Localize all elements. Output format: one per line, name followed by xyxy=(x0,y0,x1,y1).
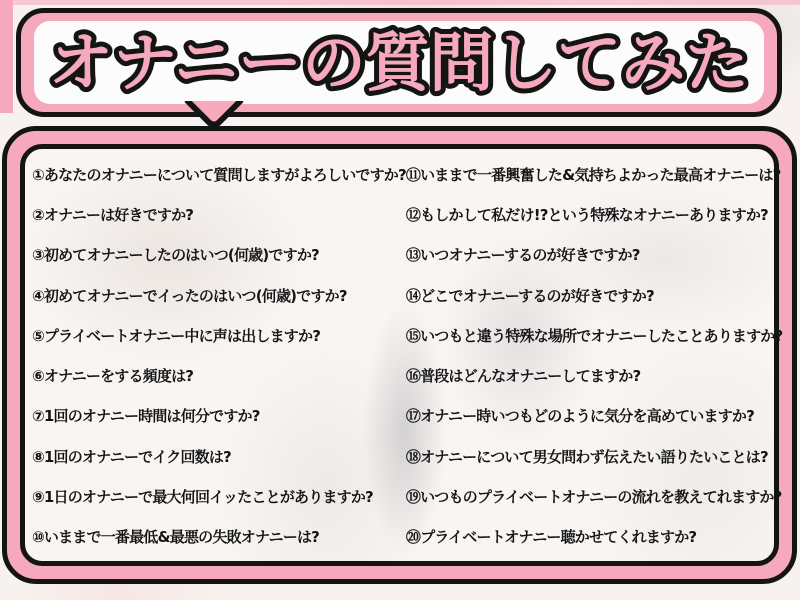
question-item: ⑬いつオナニーするのが好きですか? xyxy=(405,246,640,265)
question-item: ⑰オナニー時いつもどのように気分を高めていますか? xyxy=(405,407,755,426)
question-panel-inner xyxy=(20,144,783,566)
background-art-topline xyxy=(0,0,800,5)
background-art-strip xyxy=(0,0,13,113)
question-item: ④初めてオナニーでイったのはいつ(何歳)ですか? xyxy=(32,286,347,305)
question-item: ①あなたのオナニーについて質問しますがよろしいですか? xyxy=(32,166,406,184)
question-item: ⑨1日のオナニーで最大何回イッたことがありますか? xyxy=(32,487,373,506)
question-item: ⑮いつもと違う特殊な場所でオナニーしたことありますか? xyxy=(405,326,783,345)
question-item: ⑯普段はどんなオナニーしてますか? xyxy=(405,367,641,386)
question-item: ⑫もしかして私だけ!?という特殊なオナニーありますか? xyxy=(405,206,768,225)
question-item: ⑪いままで一番興奮した&気持ちよかった最高オナニーは? xyxy=(405,166,781,184)
question-column-left xyxy=(32,166,406,546)
question-column-right xyxy=(406,166,783,546)
question-item: ③初めてオナニーしたのはいつ(何歳)ですか? xyxy=(32,246,319,265)
page-title: オナニーの質問してみた xyxy=(49,26,749,101)
question-item: ⑩いままで一番最低&最悪の失敗オナニーは? xyxy=(32,527,320,546)
question-panel xyxy=(2,126,797,584)
question-item: ⑥オナニーをする頻度は? xyxy=(32,367,194,386)
question-item: ②オナニーは好きですか? xyxy=(32,206,194,225)
question-item: ⑦1回のオナニー時間は何分ですか? xyxy=(32,407,260,426)
title-speech-bubble xyxy=(16,8,782,117)
question-item: ⑱オナニーについて男女問わず伝えたい語りたいことは? xyxy=(405,447,768,466)
question-item: ⑳プライベートオナニー聴かせてくれますか? xyxy=(405,527,697,546)
question-item: ⑧1回のオナニーでイク回数は? xyxy=(32,447,231,466)
question-item: ⑤プライベートオナニー中に声は出しますか? xyxy=(32,326,321,345)
title-speech-bubble-inner xyxy=(34,21,764,104)
question-item: ⑲いつものプライベートオナニーの流れを教えてれますか? xyxy=(405,487,782,506)
title-text-graphic xyxy=(35,21,763,105)
speech-bubble-tail xyxy=(183,101,247,145)
question-item: ⑭どこでオナニーするのが好きですか? xyxy=(405,286,654,305)
